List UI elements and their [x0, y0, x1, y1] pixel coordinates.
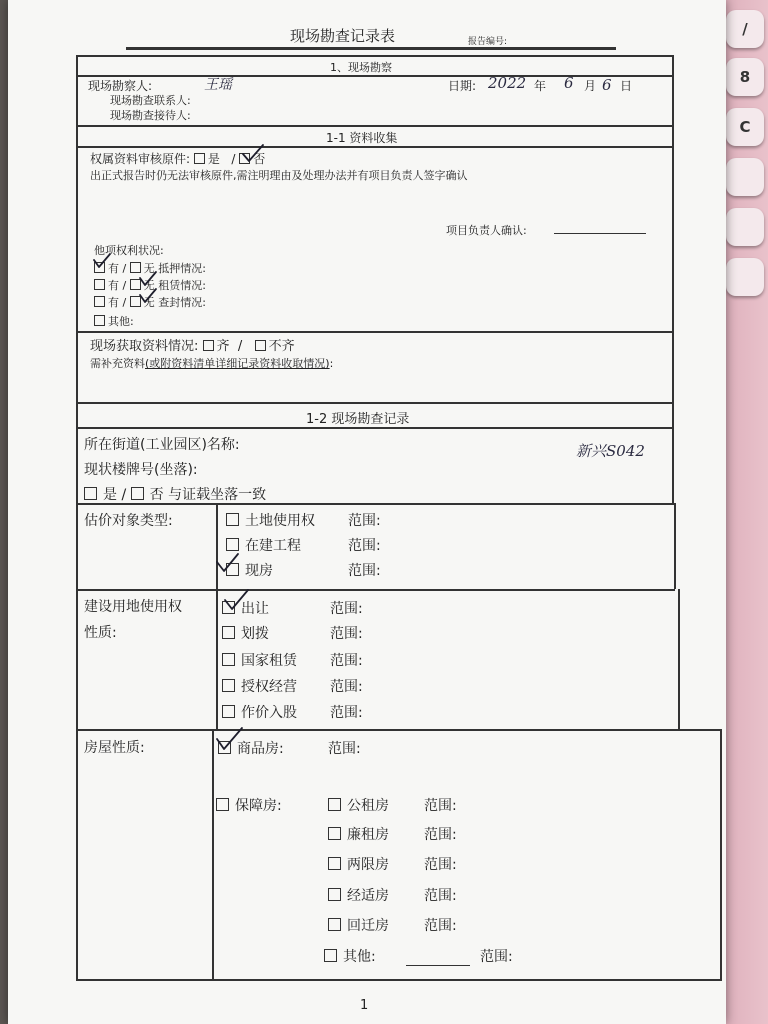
ownership-docs-label	[90, 150, 265, 167]
checkbox[interactable]	[222, 653, 235, 666]
form-title: 现场勘查记录表	[290, 27, 396, 45]
option-name: 保障房:	[235, 798, 282, 814]
other-fill-line[interactable]	[406, 965, 470, 966]
option-name: 土地使用权	[245, 513, 315, 529]
check-mark-icon	[240, 142, 266, 164]
land-use-option	[222, 702, 297, 722]
option-name: 划拨	[241, 626, 269, 642]
building-plate-handwritten: 新兴S042	[576, 442, 645, 460]
check-mark-icon	[214, 726, 244, 752]
reception-label: 现场勘查接待人:	[110, 109, 191, 122]
date-year: 2022	[488, 74, 527, 92]
scope-label: 范围:	[424, 857, 457, 873]
mortgage-label: 抵押情况:	[158, 262, 206, 275]
option-name: 廉租房	[347, 827, 389, 843]
house-nature-label: 房屋性质:	[84, 740, 145, 756]
materials-row	[90, 335, 295, 354]
yes-label: 是	[207, 152, 220, 166]
frame-left	[76, 55, 78, 980]
checkbox[interactable]	[226, 513, 239, 526]
slash: /	[122, 279, 127, 292]
slash: /	[121, 487, 127, 503]
no-label: 否	[253, 152, 266, 166]
scope-label: 范围:	[330, 626, 363, 642]
checkbox-has[interactable]	[94, 279, 105, 290]
keycap: 8	[726, 58, 764, 96]
object-type-option	[226, 510, 315, 530]
slash: /	[231, 152, 236, 166]
frame-right-upper	[672, 55, 674, 505]
rule	[216, 503, 218, 729]
land-use-label-line2: 性质:	[84, 625, 117, 641]
keycap	[726, 158, 764, 196]
colon: :	[329, 357, 334, 370]
rights-row-other	[94, 313, 134, 329]
supplement-label: 需补充资料	[90, 357, 145, 370]
rule	[212, 729, 214, 981]
rule	[76, 979, 722, 981]
month-unit: 月	[584, 79, 597, 93]
complete-label: 齐	[216, 339, 230, 354]
check-mark-icon	[138, 287, 158, 305]
rule	[76, 503, 673, 505]
has-label: 有	[108, 262, 119, 275]
title-rule	[126, 47, 616, 50]
checkbox[interactable]	[222, 679, 235, 692]
option-name: 作价入股	[241, 705, 297, 721]
option-name: 在建工程	[245, 538, 301, 554]
rule	[720, 729, 722, 981]
page-number: 1	[360, 998, 369, 1013]
checkbox[interactable]	[328, 888, 341, 901]
surveyor-signature: 王瑶	[204, 77, 232, 93]
date-label: 日期:	[448, 79, 477, 93]
affordable-sub-option	[328, 854, 389, 874]
ownership-note: 出正式报告时仍无法审核原件,需注明理由及处理办法并有项目负责人签字确认	[90, 169, 468, 182]
checkbox[interactable]	[328, 798, 341, 811]
land-use-option	[222, 650, 297, 670]
checkbox-other[interactable]	[94, 315, 105, 326]
check-mark-icon	[138, 270, 158, 288]
rule	[76, 125, 673, 127]
scope-label: 范围:	[348, 538, 381, 554]
scope-label: 范围:	[330, 601, 363, 617]
scope-label: 范围:	[424, 798, 457, 814]
checkbox[interactable]	[324, 949, 337, 962]
building-plate-label: 现状楼牌号(坐落):	[84, 462, 198, 478]
scope-label: 范围:	[330, 679, 363, 695]
rule	[76, 427, 673, 429]
survey-form-paper	[8, 0, 726, 1024]
rule	[76, 331, 673, 333]
scope-label: 范围:	[480, 949, 513, 965]
section-1-heading: 1、现场勘察	[330, 61, 392, 74]
check-mark-icon	[92, 252, 112, 270]
check-mark-icon	[214, 552, 240, 574]
year-unit: 年	[534, 79, 547, 93]
rule	[76, 729, 722, 731]
rule	[76, 402, 673, 404]
rule	[76, 146, 673, 148]
affordable-sub-option	[328, 915, 389, 935]
keycap	[726, 258, 764, 296]
checkbox-yes[interactable]	[194, 153, 205, 164]
scope-label: 范围:	[348, 563, 381, 579]
affordable-option	[216, 795, 282, 815]
checkbox[interactable]	[216, 798, 229, 811]
checkbox-consistent-no[interactable]	[131, 487, 144, 500]
date-month: 6	[564, 74, 574, 92]
checkbox-consistent-yes[interactable]	[84, 487, 97, 500]
supplement-note: (或附资料清单详细记录资料收取情况)	[145, 357, 330, 370]
option-name: 商品房:	[237, 741, 284, 757]
none-label: 无	[143, 296, 155, 309]
incomplete-label: 不齐	[268, 339, 295, 354]
slash: /	[237, 339, 243, 354]
has-label: 有	[108, 279, 119, 292]
option-name: 经适房	[347, 888, 389, 904]
other-rights-label: 他项权利状况:	[94, 244, 164, 257]
land-use-label-line1: 建设用地使用权	[84, 599, 182, 615]
keycap: C	[726, 108, 764, 146]
affordable-sub-option	[328, 824, 389, 844]
date-day: 6	[602, 76, 612, 94]
option-name: 公租房	[347, 798, 389, 814]
report-number-label: 报告编号:	[468, 37, 508, 47]
checkbox[interactable]	[328, 857, 341, 870]
no-label: 否	[149, 487, 164, 503]
check-mark-icon	[222, 588, 250, 612]
ownership-label: 权属资料审核原件:	[90, 152, 191, 166]
land-use-option	[222, 676, 297, 696]
option-name: 国家租赁	[241, 653, 297, 669]
scope-label: 范围:	[424, 918, 457, 934]
supplement-row	[90, 355, 333, 371]
scope-label: 范围:	[328, 741, 361, 757]
option-name: 两限房	[347, 857, 389, 873]
scope-label: 范围:	[424, 827, 457, 843]
option-name: 出让	[241, 601, 269, 617]
rule	[674, 503, 676, 589]
checkbox[interactable]	[222, 705, 235, 718]
affordable-sub-option	[328, 795, 389, 815]
section-1-2-heading: 1-2 现场勘查记录	[306, 412, 410, 427]
keycap: /	[726, 10, 764, 48]
none-label: 无	[143, 262, 155, 275]
seizure-label: 查封情况:	[158, 296, 206, 309]
none-label: 无	[143, 279, 155, 292]
slash: /	[122, 262, 127, 275]
scope-label: 范围:	[424, 888, 457, 904]
day-unit: 日	[620, 79, 633, 93]
consistency-row	[84, 484, 266, 504]
scope-label: 范围:	[348, 513, 381, 529]
project-lead-confirm-label: 项目负责人确认:	[446, 224, 527, 237]
contact-label: 现场勘查联系人:	[110, 94, 191, 107]
confirm-signature-line[interactable]	[554, 233, 646, 234]
keycap	[726, 208, 764, 246]
materials-label: 现场获取资料情况:	[90, 339, 199, 354]
land-use-option	[222, 623, 269, 643]
consistency-text: 与证载坐落一致	[168, 487, 267, 503]
checkbox[interactable]	[222, 626, 235, 639]
checkbox[interactable]	[328, 827, 341, 840]
checkbox[interactable]	[226, 538, 239, 551]
checkbox-complete[interactable]	[203, 340, 214, 351]
yes-label: 是	[103, 487, 117, 503]
option-name: 回迁房	[347, 918, 389, 934]
affordable-sub-option	[328, 885, 389, 905]
rule	[76, 589, 675, 591]
rule	[76, 55, 673, 57]
checkbox-has[interactable]	[94, 296, 105, 307]
section-1-1-heading: 1-1 资料收集	[326, 131, 398, 145]
checkbox[interactable]	[328, 918, 341, 931]
scope-label: 范围:	[330, 653, 363, 669]
option-name: 现房	[245, 563, 273, 579]
surveyor-label: 现场勘察人:	[88, 79, 153, 93]
option-name: 授权经营	[241, 679, 297, 695]
scope-label: 范围:	[330, 705, 363, 721]
rule	[678, 589, 680, 729]
street-name-label: 所在街道(工业园区)名称:	[84, 437, 240, 453]
checkbox-incomplete[interactable]	[255, 340, 266, 351]
option-name: 其他:	[343, 949, 376, 965]
slash: /	[122, 296, 127, 309]
has-label: 有	[108, 296, 119, 309]
object-type-label: 估价对象类型:	[84, 513, 173, 529]
affordable-other-option	[324, 946, 376, 966]
other-label: 其他:	[108, 315, 134, 328]
lease-label: 租赁情况:	[158, 279, 206, 292]
